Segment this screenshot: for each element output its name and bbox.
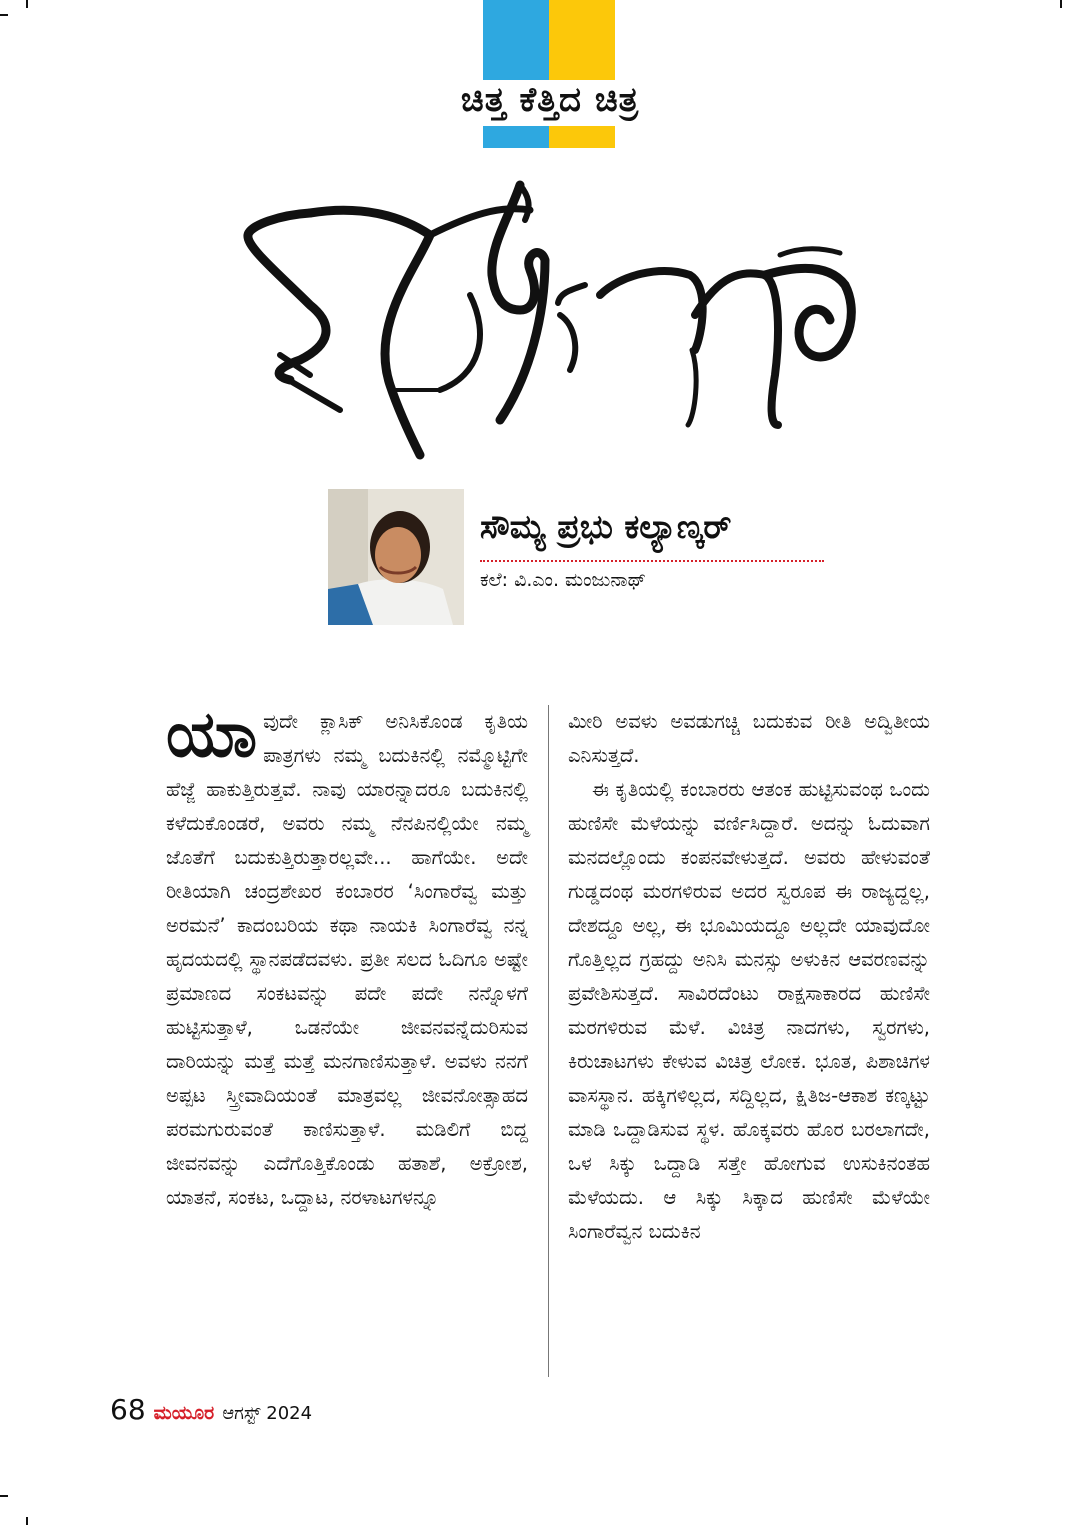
headline-calligraphy: [240, 175, 860, 460]
article-paragraph: ಮೀರಿ ಅವಳು ಅವಡುಗಚ್ಚಿ ಬದುಕುವ ರೀತಿ ಅದ್ವಿತೀಯ ಎನಿಸುತ್ತದೆ.: [568, 710, 930, 767]
drop-cap: ಯಾ: [166, 698, 258, 772]
author-divider: [480, 560, 824, 562]
section-title: ಚಿತ್ತ ಕೆತ್ತಿದ ಚಿತ್ರ: [460, 80, 640, 120]
section-banner: [483, 0, 615, 148]
crop-mark: [1060, 0, 1062, 8]
author-name: ಸೌಮ್ಯ ಪ್ರಭು ಕಲ್ಯಾಣ್ಕರ್: [480, 507, 732, 546]
page-footer: [110, 1393, 312, 1429]
paragraph-text: ವುದೇ ಕ್ಲಾಸಿಕ್ ಅನಿಸಿಕೊಂಡ ಕೃತಿಯ ಪಾತ್ರಗಳು ನಮ್ಮ ಬದುಕಿನಲ್ಲಿ ನಮ್ಮೊಟ್ಟಿಗೇ ಹೆಜ್ಜೆ ಹಾಕುತ್ತಿರುತ್ತವೆ. ನಾವು ಯಾರನ್ನಾದರೂ ಬದುಕಿನಲ್ಲಿ ಕಳೆದುಕೊಂಡರೆ, ಅವರು ನಮ್ಮ ನೆನಪಿನಲ್ಲಿಯೇ ನಮ್ಮ ಜೊತೆಗೆ ಬದುಕುತ್ತಿರುತ್ತಾರಲ್ಲವೇ... ಹಾಗೆಯೇ. ಅದೇ ರೀತಿಯಾಗಿ ಚಂದ್ರಶೇಖರ ಕಂಬಾರರ ‘ಸಿಂಗಾರೆವ್ವ ಮತ್ತು ಅರಮನೆ’ ಕಾದಂಬರಿಯ ಕಥಾ ನಾಯಕಿ ಸಿಂಗಾರೆವ್ವ ನನ್ನ ಹೃದಯದಲ್ಲಿ ಸ್ಥಾನಪಡೆದವಳು. ಪ್ರತೀ ಸಲದ ಓದಿಗೂ ಅಷ್ಟೇ ಪ್ರಮಾಣದ ಸಂಕಟವನ್ನು ಪದೇ ಪದೇ ನನ್ನೊಳಗೆ ಹುಟ್ಟಿಸುತ್ತಾಳೆ, ಒಡನೆಯೇ ಜೀವನವನ್ನೆದುರಿಸುವ ದಾರಿಯನ್ನು ಮತ್ತೆ ಮತ್ತೆ ಮನಗಾಣಿಸುತ್ತಾಳೆ. ಅವಳು ನನಗೆ ಅಪ್ಪಟ ಸ್ತ್ರೀವಾದಿಯಂತೆ ಮಾತ್ರವಲ್ಲ ಜೀವನೋತ್ಸಾಹದ ಪರಮಗುರುವಂತೆ ಕಾಣಿಸುತ್ತಾಳೆ. ಮಡಿಲಿಗೆ ಬಿದ್ದ ಜೀವನವನ್ನು ಎದೆಗೊತ್ತಿಕೊಂಡು ಹತಾಶೆ, ಅಕ್ರೋಶ, ಯಾತನೆ, ಸಂಕಟ, ಒದ್ದಾಟ, ನರಳಾಟಗಳನ್ನೂ: [166, 710, 528, 1209]
article-column-left: [166, 698, 528, 1215]
crop-mark: [0, 1495, 8, 1497]
art-credit: ಕಲೆ: ವಿ.ಎಂ. ಮಂಜುನಾಥ್: [480, 569, 647, 591]
column-divider: [548, 705, 549, 1377]
article-column-right: [568, 705, 930, 1249]
article-paragraph: ಈ ಕೃತಿಯಲ್ಲಿ ಕಂಬಾರರು ಆತಂಕ ಹುಟ್ಟಿಸುವಂಥ ಒಂದು ಹುಣಿಸೇ ಮೆಳೆಯನ್ನು ವರ್ಣಿಸಿದ್ದಾರೆ. ಅದನ್ನು ಓದುವಾಗ ಮನದಲ್ಲೊಂದು ಕಂಪನವೇಳುತ್ತದೆ. ಅವರು ಹೇಳುವಂತೆ ಗುಡ್ಡದಂಥ ಮರಗಳಿರುವ ಅದರ ಸ್ವರೂಪ ಈ ರಾಜ್ಯದ್ದಲ್ಲ, ದೇಶದ್ದೂ ಅಲ್ಲ, ಈ ಭೂಮಿಯದ್ದೂ ಅಲ್ಲದೇ ಯಾವುದೋ ಗೊತ್ತಿಲ್ಲದ ಗ್ರಹದ್ದು ಅನಿಸಿ ಮನಸ್ಸು ಅಳುಕಿನ ಆವರಣವನ್ನು ಪ್ರವೇಶಿಸುತ್ತದೆ. ಸಾವಿರದೆಂಟು ರಾಕ್ಷಸಾಕಾರದ ಹುಣಿಸೇ ಮರಗಳಿರುವ ಮೆಳೆ. ವಿಚಿತ್ರ ನಾದಗಳು, ಸ್ವರಗಳು, ಕಿರುಚಾಟಗಳು ಕೇಳುವ ವಿಚಿತ್ರ ಲೋಕ. ಭೂತ, ಪಿಶಾಚಿಗಳ ವಾಸಸ್ಥಾನ. ಹಕ್ಕಿಗಳಿಲ್ಲದ, ಸದ್ದಿಲ್ಲದ, ಕ್ಷಿತಿಜ-ಆಕಾಶ ಕಣ್ಕಟ್ಟು ಮಾಡಿ ಒದ್ದಾಡಿಸುವ ಸ್ಥಳ. ಹೊಕ್ಕವರು ಹೊರ ಬರಲಾಗದೇ, ಒಳ ಸಿಕ್ಕು ಒದ್ದಾಡಿ ಸತ್ತೇ ಹೋಗುವ ಉಸುಕಿನಂತಹ ಮೆಳೆಯದು. ಆ ಸಿಕ್ಕು ಸಿಕ್ಕಾದ ಹುಣಿಸೇ ಮೆಳೆಯೇ ಸಿಂಗಾರೆವ್ವನ ಬದುಕಿನ: [568, 778, 930, 1243]
page-number: 68: [110, 1393, 146, 1426]
article-paragraph: [166, 698, 528, 1215]
portrait-image: [328, 489, 464, 625]
issue-date: ಆಗಸ್ಟ್ 2024: [222, 1403, 313, 1424]
author-photo: [328, 489, 464, 625]
magazine-logo: ಮಯೂರ: [153, 1402, 215, 1424]
crop-mark: [26, 0, 28, 8]
crop-mark: [26, 1517, 28, 1525]
crop-mark: [0, 14, 8, 16]
